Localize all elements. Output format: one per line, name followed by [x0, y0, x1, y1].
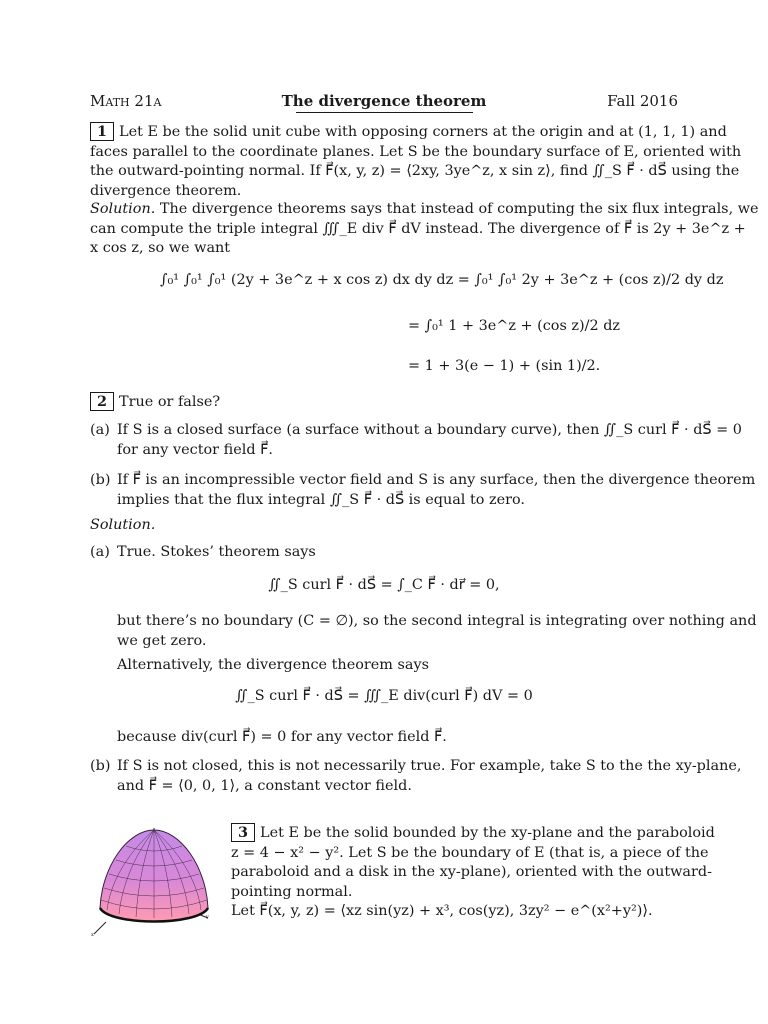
- solution-part-a: [90, 543, 678, 563]
- solution-line: can compute the triple integral ∭_E div F⃗ dV instead. The divergence of F⃗ is 2y + 3e^z +: [90, 220, 746, 237]
- problem-2-header: [90, 392, 220, 411]
- part-b-line: implies that the flux integral ∬_S F⃗ · dS⃗ is equal to zero.: [117, 491, 525, 508]
- solution-b-line: If S is not closed, this is not necessarily true. For example, take S to the the xy-plane,: [117, 758, 742, 774]
- solution-part-b: [90, 757, 742, 797]
- problem-1-line: Let E be the solid unit cube with opposing corners at the origin and at (1, 1, 1) and: [119, 124, 727, 140]
- equation-2: = ∫₀¹ 1 + 3e^z + (cos z)/2 dz: [408, 318, 620, 334]
- solution-a-line: we get zero.: [117, 632, 207, 649]
- problem-1-statement: [90, 122, 742, 201]
- part-label: (a): [90, 422, 110, 438]
- problem-1-line: the outward-pointing normal. If F⃗(x, y, z) = ⟨2xy, 3ye^z, x sin z⟩, find ∬_S F⃗ · dS⃗ using the: [90, 163, 740, 179]
- solution-label: Solution.: [90, 517, 156, 533]
- x-axis-label: x: [91, 932, 94, 938]
- solution-a-because: because div(curl F⃗) = 0 for any vector field F⃗.: [117, 729, 447, 745]
- part-a-line: If S is a closed surface (a surface without a boundary curve), then ∬_S curl F⃗ · dS⃗ = 0: [117, 422, 742, 438]
- problem-2-part-a: [90, 421, 742, 461]
- problem-2-prompt: True or false?: [119, 394, 221, 410]
- problem-3-line: Let F⃗(x, y, z) = ⟨xz sin(yz) + x³, cos(yz), 3zy² − e^(x²+y²)⟩.: [231, 903, 653, 919]
- solution-label: Solution.: [90, 201, 156, 217]
- equation-3: = 1 + 3(e − 1) + (sin 1)/2.: [408, 358, 601, 374]
- problem-number-1: 1: [90, 122, 114, 141]
- problem-1-line: divergence theorem.: [90, 182, 242, 199]
- problem-3-line: Let E be the solid bounded by the xy-plane and the paraboloid: [260, 825, 715, 841]
- problem-3-line: paraboloid and a disk in the xy-plane), oriented with the outward-: [231, 864, 712, 880]
- solution-b-line: and F⃗ = ⟨0, 0, 1⟩, a constant vector field.: [117, 777, 412, 794]
- course-name: Math 21a: [90, 92, 162, 110]
- solution-a-intro: True. Stokes’ theorem says: [117, 544, 316, 560]
- part-b-line: If F⃗ is an incompressible vector field and S is any surface, then the divergence theorem: [117, 472, 756, 488]
- paraboloid-figure: [88, 826, 218, 941]
- problem-number-2: 2: [90, 392, 114, 411]
- x-axis: [94, 922, 106, 934]
- part-a-line: for any vector field F⃗.: [117, 441, 273, 458]
- problem-number-3: 3: [231, 823, 255, 842]
- equation-1: ∫₀¹ ∫₀¹ ∫₀¹ (2y + 3e^z + x cos z) dx dy dz = ∫₀¹ ∫₀¹ 2y + 3e^z + (cos z)/2 dy dz: [160, 272, 724, 288]
- problem-3-line: z = 4 − x² − y². Let S be the boundary of E (that is, a piece of the: [231, 844, 709, 861]
- title-underline: [296, 112, 473, 113]
- part-label: (b): [90, 758, 111, 774]
- page-title: The divergence theorem: [281, 92, 487, 110]
- solution-a-line: but there’s no boundary (C = ∅), so the second integral is integrating over nothing and: [117, 613, 757, 629]
- solution-line: The divergence theorems says that instead of computing the six flux integrals, we: [159, 201, 759, 217]
- problem-1-solution: [90, 200, 759, 259]
- stokes-equation: ∬_S curl F⃗ · dS⃗ = ∫_C F⃗ · dr⃗ = 0,: [268, 577, 500, 593]
- problem-2-part-b: [90, 471, 756, 511]
- problem-3-statement: [231, 823, 715, 922]
- solution-line: x cos z, so we want: [90, 240, 231, 256]
- divergence-equation: ∬_S curl F⃗ · dS⃗ = ∭_E div(curl F⃗) dV = 0: [235, 688, 533, 704]
- problem-1-line: faces parallel to the coordinate planes. Let S be the boundary surface of E, oriented with: [90, 143, 742, 160]
- y-axis-label: y: [206, 914, 209, 920]
- solution-a-explanation: [117, 612, 757, 651]
- part-label: (b): [90, 472, 111, 488]
- problem-3-line: pointing normal.: [231, 883, 353, 900]
- part-label: (a): [90, 544, 110, 560]
- solution-a-alternative: Alternatively, the divergence theorem says: [117, 657, 429, 673]
- term-label: Fall 2016: [607, 92, 678, 110]
